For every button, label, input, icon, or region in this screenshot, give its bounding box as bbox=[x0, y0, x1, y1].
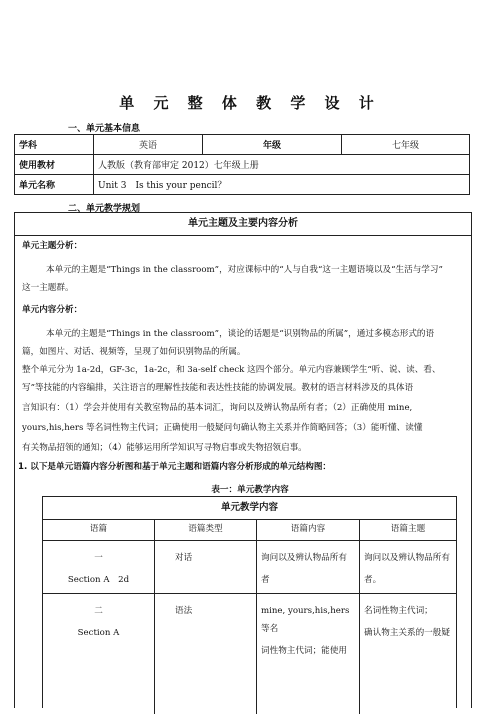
content-table-column-headers bbox=[43, 520, 456, 541]
theme-line-2: 这一主题群。 bbox=[22, 283, 74, 293]
content-line-5: 言知识有：（1）学会并使用有关教室物品的基本词汇，询问以及辨认物品所有者；（2）正确使用 mine, bbox=[22, 403, 413, 413]
content-table-header: 单元教学内容 bbox=[43, 497, 456, 520]
column-header-text: 语篇 bbox=[43, 520, 155, 540]
unit-name-label: 单元名称 bbox=[15, 175, 94, 195]
column-header-theme: 语篇主题 bbox=[390, 524, 426, 534]
row-1-type: 对话 bbox=[155, 541, 257, 593]
page-title: 单 元 整 体 教 学 设 计 bbox=[119, 94, 381, 112]
textbook-value: 人教版（教育部审定 2012）七年级上册 bbox=[94, 155, 470, 175]
row-2-content-line-2: 词性物主代词；能使用 bbox=[261, 646, 347, 656]
column-header-type: 语篇类型 bbox=[155, 520, 257, 540]
content-analysis-title: 单元内容分析： bbox=[22, 305, 83, 315]
textbook-label: 使用教材 bbox=[15, 155, 94, 175]
row-1-content-line-2: 者 bbox=[261, 575, 270, 585]
theme-line-1: 本单元的主题是“Things in the classroom”，对应课标中的“人与自我“这一主题语境以及“生活与学习” bbox=[46, 265, 443, 275]
content-line-7: 有关物品招领的通知；（4）能够运用所学知识写寻物启事或失物招领启事。 bbox=[22, 443, 307, 453]
row-2-number: 二 bbox=[94, 606, 103, 616]
analysis-box-header: 单元主题及主要内容分析 bbox=[15, 213, 471, 236]
row-2-content-line-1: mine, yours,his,hers 等名 bbox=[261, 606, 350, 634]
structure-title: 1. 以下是单元语篇内容分析图和基于单元主题和语篇内容分析形成的单元结构图： bbox=[18, 462, 332, 472]
row-1-number: 一 bbox=[94, 553, 103, 563]
grade-label: 年级 bbox=[203, 135, 342, 155]
content-line-1: 本单元的主题是“Things in the classroom”，谈论的话题是“识别物品的所属”，通过多模态形式的语 bbox=[46, 329, 435, 339]
subject-value: 英语 bbox=[94, 135, 203, 155]
content-line-6: yours,his,hers 等名词性物主代词；正确使用一般疑问句确认物主关系并作简略回答；（3）能听懂、读懂 bbox=[22, 423, 423, 433]
basic-info-table bbox=[14, 134, 470, 195]
section-heading-basic-info: 一、单元基本信息 bbox=[68, 124, 141, 134]
column-header-content: 语篇内容 bbox=[257, 520, 360, 540]
row-2-theme-line-1: 名词性物主代词； bbox=[364, 606, 433, 616]
table-caption: 表一：单元教学内容 bbox=[211, 485, 289, 495]
row-2-theme-line-2: 确认物主关系的一般疑 bbox=[364, 628, 450, 638]
unit-name-value: Unit 3 Is this your pencil？ bbox=[94, 175, 470, 195]
row-2-type: 语法 bbox=[155, 594, 257, 714]
theme-analysis-title: 单元主题分析： bbox=[22, 241, 83, 251]
content-line-4: 写”等技能的内容编排，关注语言的理解性技能和表达性技能的协调发展。教材的语言材料涉及的具体语 bbox=[22, 383, 414, 393]
content-table bbox=[42, 496, 457, 708]
content-line-3: 整个单元分为 1a-2d，GF-3c，1a-2c，和 3a-self check 这四个部分。单元内容兼顾学生“听、说、读、看、 bbox=[22, 365, 441, 375]
row-1-theme-line-1: 询问以及辨认物品所有 bbox=[364, 553, 450, 563]
section-heading-planning: 二、单元教学规划 bbox=[68, 204, 141, 214]
content-line-2: 篇，如图片、对话、视频等，呈现了如何识别物品的所属。 bbox=[22, 347, 246, 357]
subject-label: 学科 bbox=[15, 135, 94, 155]
grade-value: 七年级 bbox=[342, 135, 470, 155]
row-2-section: Section A bbox=[77, 628, 120, 638]
table-row bbox=[43, 594, 456, 714]
row-1-content-line-1: 询问以及辨认物品所有 bbox=[261, 553, 347, 563]
row-1-theme-line-2: 者。 bbox=[364, 575, 382, 585]
table-row bbox=[43, 541, 456, 594]
row-1-section: Section A 2d bbox=[67, 575, 130, 585]
